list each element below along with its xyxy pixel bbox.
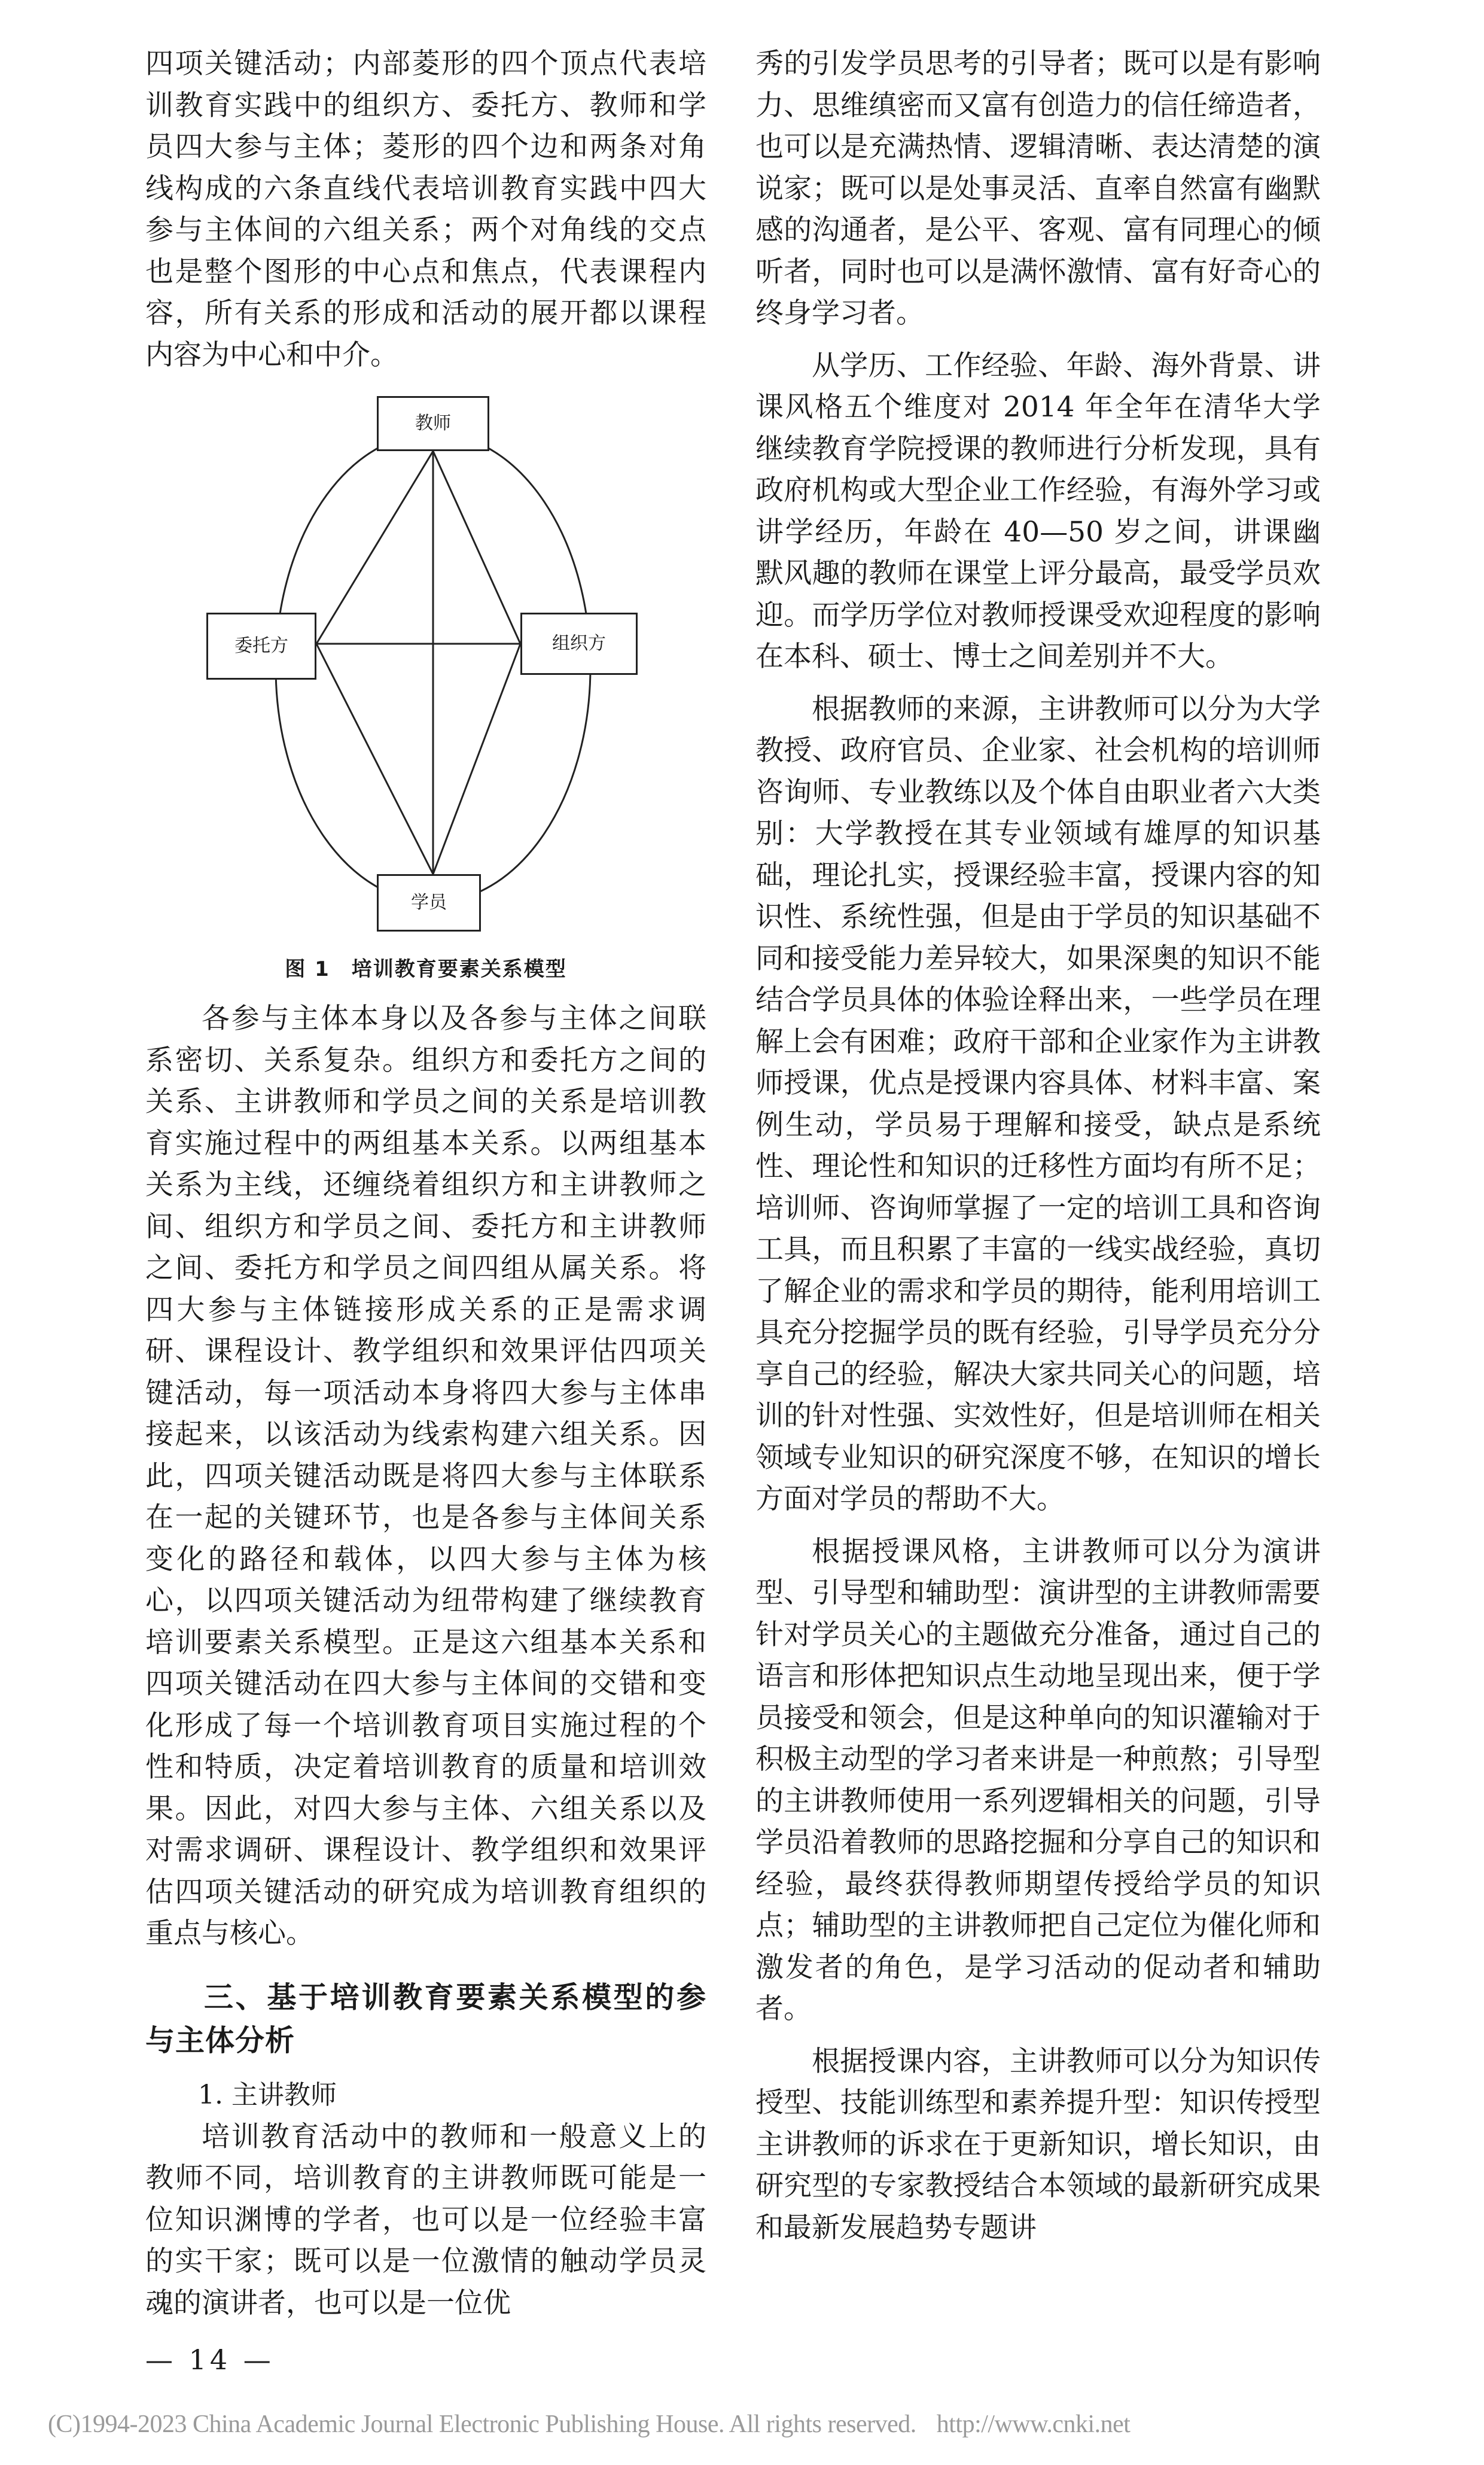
node-teacher: 教师: [377, 396, 489, 451]
paragraph-dimensions: 从学历、工作经验、年龄、海外背景、讲课风格五个维度对 2014 年全年在清华大学继续教育学院授课的教师进行分析发现，具有政府机构或大型企业工作经验，有海外学习或讲学经历，年龄在 40—50 岁之间，讲课幽默风趣的教师在课堂上评分最高，最受学员欢迎。而学历学位对教师授课受欢迎程度的影响在本科、硕士、博士之间差别并不大。: [755, 349, 1321, 673]
subheading-lead-teacher: 1. 主讲教师: [198, 2079, 337, 2110]
paragraph-teacher-roles: 秀的引发学员思考的引导者；既可以是有影响力、思维缜密而又富有创造力的信任缔造者，也可以是充满热情、逻辑清晰、表达清楚的演说家；既可以是处事灵活、直率自然富有幽默感的沟通者，是公平、客观、富有同理心的倾听者，同时也可以是满怀激情、富有好奇心的终身学习者。: [755, 47, 1321, 330]
left-column: [145, 43, 706, 2324]
paragraph-teacher-intro: 培训教育活动中的教师和一般意义上的教师不同，培训教育的主讲教师既可能是一位知识渊博的学者，也可以是一位经验丰富的实干家；既可以是一位激情的触动学员灵魂的演讲者，也可以是一位优: [145, 2120, 706, 2320]
figure-relationship-model: [145, 387, 706, 949]
paragraph-teaching-styles: 根据授课风格，主讲教师可以分为演讲型、引导型和辅助型：演讲型的主讲教师需要针对学员关心的主题做充分准备，通过自己的语言和形体把知识点生动地呈现出来，便于学员接受和领会，但是这种单向的知识灌输对于积极主动型的学习者来讲是一种煎熬；引导型的主讲教师使用一系列逻辑相关的问题，引导学员沿着教师的思路挖掘和分享自己的知识和经验，最终获得教师期望传授给学员的知识点；辅助型的主讲教师把自己定位为催化师和激发者的角色，是学习活动的促动者和辅助者。: [755, 1535, 1321, 2025]
node-student: 学员: [377, 874, 481, 932]
section-heading: 三、基于培训教育要素关系模型的参与主体分析: [145, 1980, 706, 2058]
paragraph-model-description: 四项关键活动；内部菱形的四个顶点代表培训教育实践中的组织方、委托方、教师和学员四大参与主体；菱形的四个边和两条对角线构成的六条直线代表培训教育实践中四大参与主体间的六组关系；两个对角线的交点也是整个图形的中心点和焦点，代表课程内容，所有关系的形成和活动的展开都以课程内容为中心和中介。: [145, 47, 706, 372]
edge-teacher-organizer: [433, 451, 520, 644]
paragraph-teaching-content: 根据授课内容，主讲教师可以分为知识传授型、技能训练型和素养提升型：知识传授型主讲教师的诉求在于更新知识，增长知识，由研究型的专家教授结合本领域的最新研究成果和最新发展趋势专题讲: [755, 2044, 1321, 2244]
edge-organizer-student: [433, 644, 520, 874]
copyright-notice: (C)1994-2023 China Academic Journal Electronic Publishing House. All rights reserved.: [48, 2411, 916, 2438]
edge-client-student: [316, 644, 433, 874]
paragraph-teacher-sources: 根据教师的来源，主讲教师可以分为大学教授、政府官员、企业家、社会机构的培训师咨询师、专业教练以及个体自由职业者六大类别：大学教授在其专业领域有雄厚的知识基础，理论扎实，授课经验丰富，授课内容的知识性、系统性强，但是由于学员的知识基础不同和接受能力差异较大，如果深奥的知识不能结合学员具体的体验诠释出来，一些学员在理解上会有困难；政府干部和企业家作为主讲教师授课，优点是授课内容具体、材料丰富、案例生动，学员易于理解和接受，缺点是系统性、理论性和知识的迁移性方面均有所不足；培训师、咨询师掌握了一定的培训工具和咨询工具，而且积累了丰富的一线实战经验，真切了解企业的需求和学员的期待，能利用培训工具充分挖掘学员的既有经验，引导学员充分分享自己的经验，解决大家共同关心的问题，培训的针对性强、实效性好，但是培训师在相关领域专业知识的研究深度不够，在知识的增长方面对学员的帮助不大。: [755, 692, 1321, 1515]
node-client: 委托方: [206, 613, 316, 680]
footer-url[interactable]: http://www.cnki.net: [936, 2411, 1130, 2438]
right-column: [755, 43, 1321, 2248]
footer: [48, 2408, 1484, 2465]
node-organizer: 组织方: [520, 613, 638, 675]
figure-caption: 图 1 培训教育要素关系模型: [285, 957, 567, 981]
paragraph-relations: 各参与主体本身以及各参与主体之间联系密切、关系复杂。组织方和委托方之间的关系、主讲教师和学员之间的关系是培训教育实施过程中的两组基本关系。以两组基本关系为主线，还缠绕着组织方和主讲教师之间、组织方和学员之间、委托方和主讲教师之间、委托方和学员之间四组从属关系。将四大参与主体链接形成关系的正是需求调研、课程设计、教学组织和效果评估四项关键活动，每一项活动本身将四大参与主体串接起来，以该活动为线索构建六组关系。因此，四项关键活动既是将四大参与主体联系在一起的关键环节，也是各参与主体间关系变化的路径和载体，以四大参与主体为核心，以四项关键活动为纽带构建了继续教育培训要素关系模型。正是这六组基本关系和四项关键活动在四大参与主体间的交错和变化形成了每一个培训教育项目实施过程的个性和特质，决定着培训教育的质量和培训效果。因此，对四大参与主体、六组关系以及对需求调研、课程设计、教学组织和效果评估四项关键活动的研究成为培训教育组织的重点与核心。: [145, 1002, 706, 1950]
page-number: — 14 —: [145, 2344, 275, 2376]
edge-teacher-client: [316, 451, 433, 644]
